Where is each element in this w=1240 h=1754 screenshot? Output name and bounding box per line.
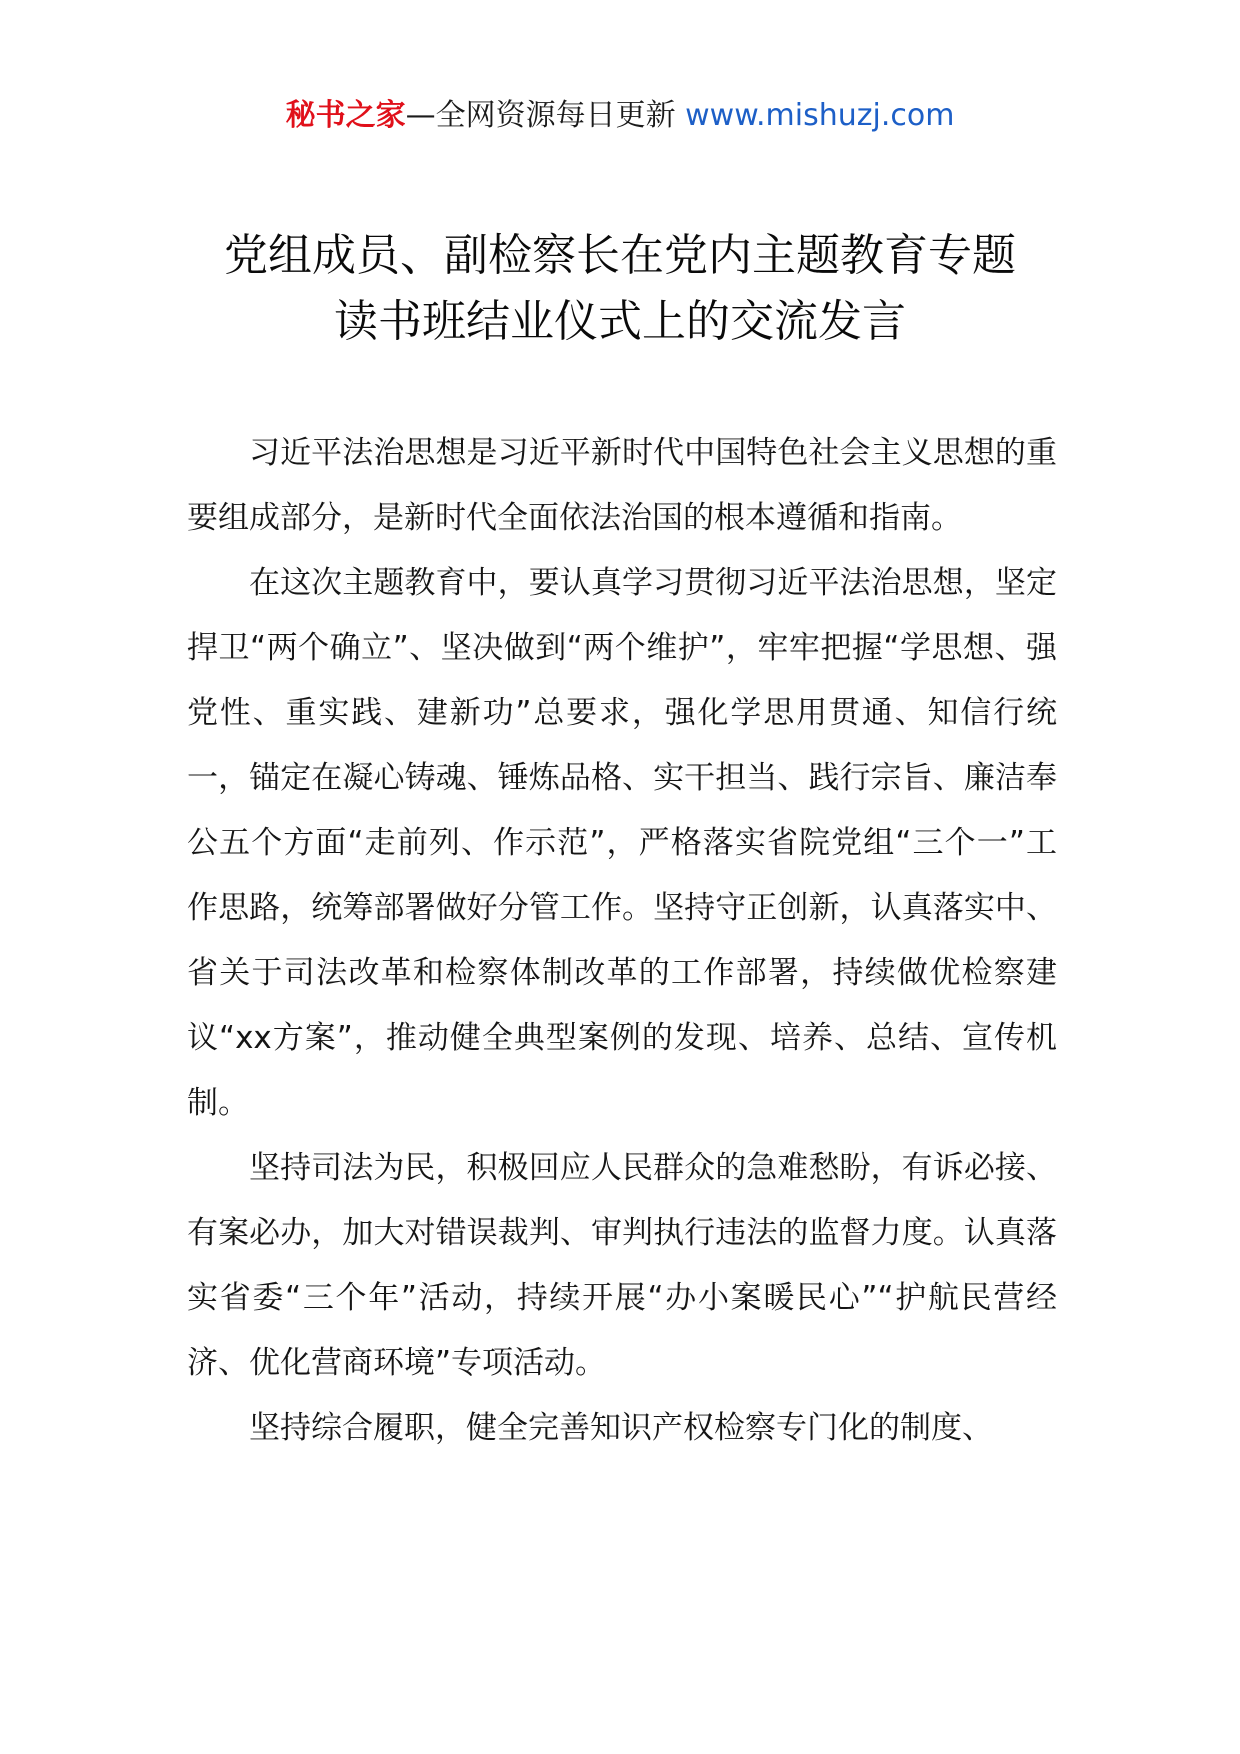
- paragraph-2: 在这次主题教育中，要认真学习贯彻习近平法治思想，坚定捍卫“两个确立”、坚决做到“两个维护”，牢牢把握“学思想、强党性、重实践、建新功”总要求，强化学思用贯通、知信行统一，锚定在凝心铸魂、锤炼品格、实干担当、践行宗旨、廉洁奉公五个方面“走前列、作示范”，严格落实省院党组“三个一”工作思路，统筹部署做好分管工作。坚持守正创新，认真落实中、省关于司法改革和检察体制改革的工作部署，持续做优检察建议“xx方案”，推动健全典型案例的发现、培养、总结、宣传机制。: [187, 565, 1057, 1121]
- paragraph-3: 坚持司法为民，积极回应人民群众的急难愁盼，有诉必接、有案必办，加大对错误裁判、审判执行违法的监督力度。认真落实省委“三个年”活动，持续开展“办小案暖民心”“护航民营经济、优化营商环境”专项活动。: [187, 1150, 1057, 1381]
- document-body: [187, 421, 1057, 1461]
- site-slogan: —全网资源每日更新: [405, 98, 676, 133]
- brand-name: 秘书之家: [285, 98, 406, 133]
- paragraph-1: 习近平法治思想是习近平新时代中国特色社会主义思想的重要组成部分，是新时代全面依法治国的根本遵循和指南。: [187, 435, 1057, 536]
- title-line-2: 读书班结业仪式上的交流发言: [334, 296, 906, 347]
- document-title: [150, 223, 1090, 355]
- title-line-1: 党组成员、副检察长在党内主题教育专题: [224, 230, 1016, 281]
- paragraph-4: 坚持综合履职，健全完善知识产权检察专门化的制度、: [249, 1410, 993, 1446]
- site-header: [0, 96, 1240, 136]
- site-url-link[interactable]: www.mishuzj.com: [685, 98, 955, 133]
